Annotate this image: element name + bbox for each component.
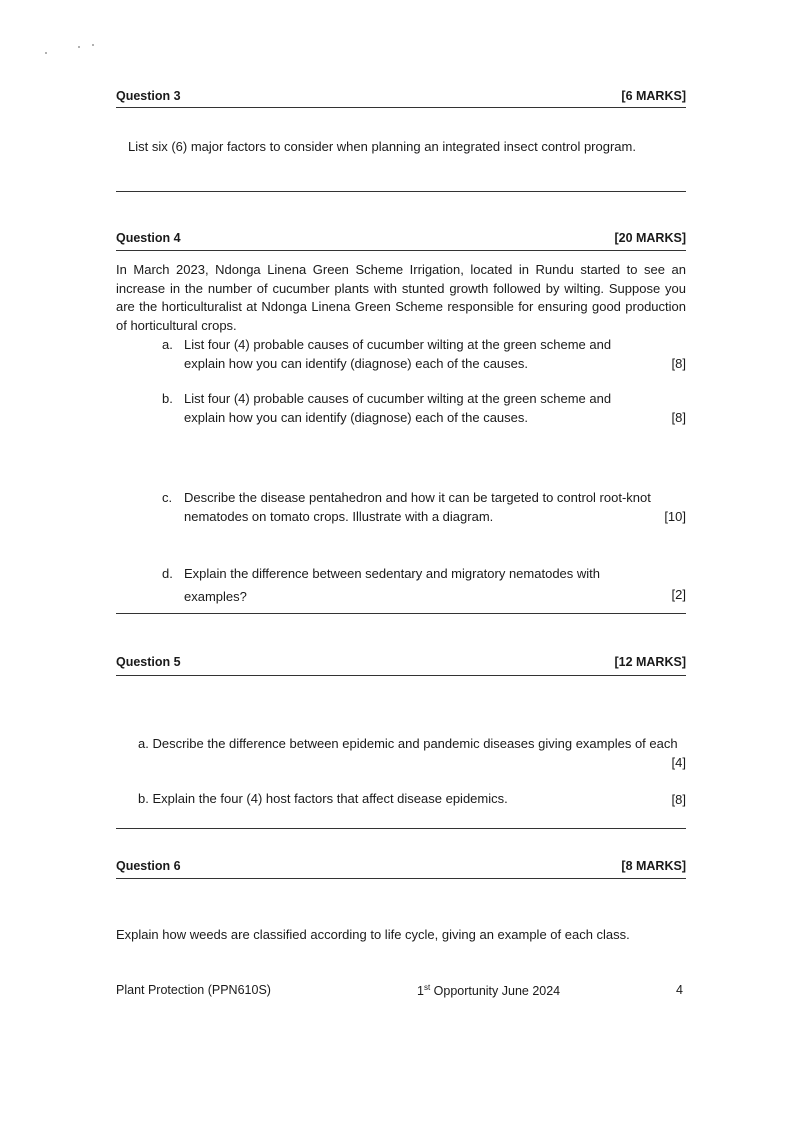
item-marks: [2]	[671, 587, 686, 602]
footer-opportunity	[417, 983, 560, 998]
divider	[116, 828, 686, 829]
divider	[116, 107, 686, 108]
item-marks: [8]	[671, 791, 686, 807]
page-number: 4	[676, 983, 683, 997]
item-label: a.	[162, 337, 173, 352]
item-label: b.	[162, 391, 173, 406]
opportunity-text: Opportunity June 2024	[430, 984, 561, 999]
scan-speck	[92, 44, 94, 46]
item-text: List four (4) probable causes of cucumber wilting at the green scheme and explain how you can identify (diagnose) each of the causes.	[184, 337, 612, 371]
question-title: Question 6	[116, 859, 181, 873]
question-5-header	[116, 655, 686, 669]
question-4-item-c	[162, 488, 686, 526]
question-6-header	[116, 859, 686, 873]
question-title: Question 4	[116, 231, 181, 245]
item-label: d.	[162, 566, 173, 581]
item-marks: [10]	[664, 509, 686, 524]
question-title: Question 5	[116, 655, 181, 669]
divider	[116, 191, 686, 192]
question-3-text: List six (6) major factors to consider when planning an integrated insect control program.	[128, 139, 636, 154]
question-4-intro: In March 2023, Ndonga Linena Green Scheme Irrigation, located in Rundu started to see an increase in the number of cucumber plants with stunted growth followed by wilting. Suppose you are the horticulturalist at Ndonga Linena Green Scheme responsible for ensuring good production of horticultural crops.	[116, 262, 686, 333]
opportunity-suffix: st	[423, 983, 431, 992]
question-marks: [12 MARKS]	[614, 655, 686, 669]
scan-speck	[78, 46, 80, 48]
item-marks: [8]	[671, 410, 686, 425]
item-label: c.	[162, 490, 173, 505]
item-text: List four (4) probable causes of cucumber wilting at the green scheme and explain how you can identify (diagnose) each of the causes.	[184, 391, 612, 425]
question-title: Question 3	[116, 89, 181, 103]
question-4-header	[116, 231, 686, 245]
question-marks: [20 MARKS]	[614, 231, 686, 245]
question-3-header	[116, 89, 686, 103]
item-text: Explain the difference between sedentary and migratory nematodes with examples?	[184, 566, 601, 604]
opportunity-number: 1	[417, 984, 424, 999]
question-4-item-a	[162, 335, 686, 373]
divider	[116, 613, 686, 614]
question-5-item-a	[138, 735, 686, 772]
item-text: b. Explain the four (4) host factors that affect disease epidemics.	[138, 791, 508, 806]
item-marks: [8]	[671, 356, 686, 371]
scan-speck	[45, 52, 47, 54]
question-4-item-b	[162, 389, 686, 427]
question-4-item-d	[162, 562, 686, 606]
question-6-text: Explain how weeds are classified according to life cycle, giving an example of each class.	[116, 927, 630, 942]
question-marks: [8 MARKS]	[621, 859, 686, 873]
divider	[116, 250, 686, 251]
item-text: Describe the disease pentahedron and how it can be targeted to control root-knot nematodes on tomato crops. Illustrate with a diagram.	[184, 490, 651, 524]
footer-course: Plant Protection (PPN610S)	[116, 983, 271, 997]
item-text: a. Describe the difference between epidemic and pandemic diseases giving examples of each	[138, 736, 678, 751]
divider	[116, 878, 686, 879]
item-marks: [4]	[671, 754, 686, 770]
question-marks: [6 MARKS]	[621, 89, 686, 103]
divider	[116, 675, 686, 676]
question-5-item-b	[138, 790, 686, 809]
